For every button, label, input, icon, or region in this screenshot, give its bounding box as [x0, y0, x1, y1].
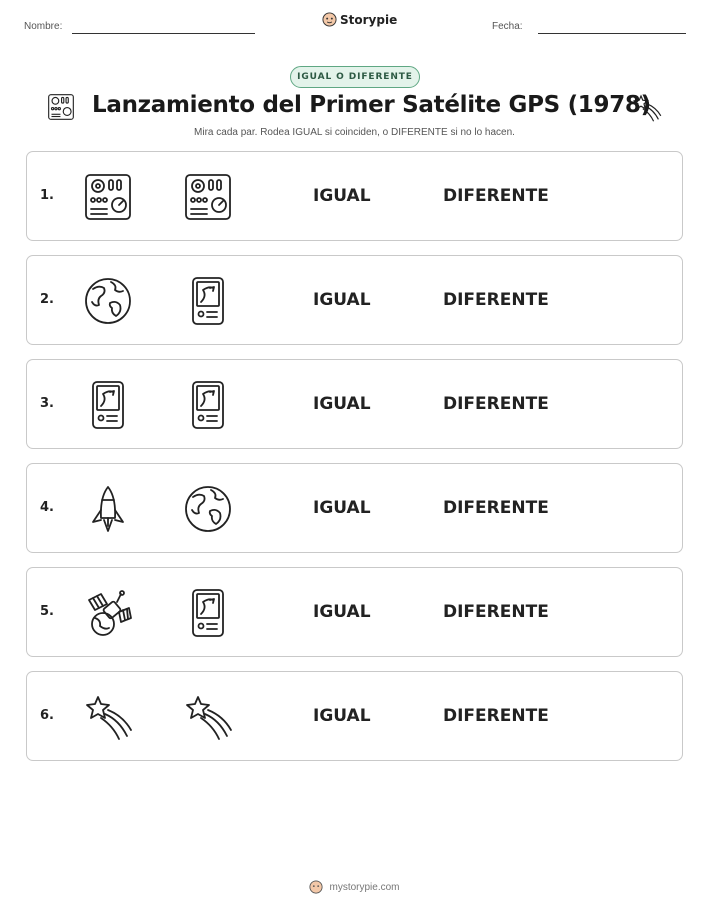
option-same[interactable]: IGUAL: [313, 498, 371, 518]
gps-device-icon: [83, 380, 133, 430]
option-different[interactable]: DIFERENTE: [443, 186, 549, 206]
exercise-row-1: [26, 151, 683, 241]
date-line[interactable]: [538, 33, 686, 34]
page-title: Lanzamiento del Primer Satélite GPS (1978): [92, 92, 651, 118]
left-picture: [83, 484, 133, 534]
right-picture: [183, 172, 233, 222]
control-panel-icon: [47, 93, 75, 121]
option-different[interactable]: DIFERENTE: [443, 706, 549, 726]
brand-logo: [322, 12, 397, 27]
left-picture: [83, 172, 133, 222]
date-label: Fecha:: [492, 21, 523, 32]
mascot-icon: [309, 880, 323, 894]
globe-icon: [183, 484, 233, 534]
gps-device-icon: [183, 276, 233, 326]
option-same[interactable]: IGUAL: [313, 602, 371, 622]
exercise-row-6: [26, 671, 683, 761]
footer-url[interactable]: mystorypie.com: [329, 881, 400, 893]
right-picture: [183, 692, 233, 742]
satellite-icon: [83, 588, 133, 638]
shooting-star-icon: [183, 692, 233, 742]
gps-device-icon: [183, 380, 233, 430]
left-picture: [83, 692, 133, 742]
shooting-star-icon: [83, 692, 133, 742]
right-picture: [183, 380, 233, 430]
exercise-row-3: [26, 359, 683, 449]
right-picture: [183, 484, 233, 534]
name-label: Nombre:: [24, 21, 63, 32]
name-line[interactable]: [72, 33, 255, 34]
control-panel-icon: [83, 172, 133, 222]
exercise-row-4: [26, 463, 683, 553]
mascot-icon: [322, 12, 337, 27]
left-picture: [83, 380, 133, 430]
left-picture: [83, 276, 133, 326]
row-number: 5.: [40, 604, 54, 619]
row-number: 6.: [40, 708, 54, 723]
option-different[interactable]: DIFERENTE: [443, 498, 549, 518]
rocket-icon: [83, 484, 133, 534]
row-number: 2.: [40, 292, 54, 307]
exercise-row-2: [26, 255, 683, 345]
row-number: 3.: [40, 396, 54, 411]
globe-icon: [83, 276, 133, 326]
exercise-row-5: [26, 567, 683, 657]
left-picture: [83, 588, 133, 638]
option-different[interactable]: DIFERENTE: [443, 394, 549, 414]
row-number: 1.: [40, 188, 54, 203]
instructions: Mira cada par. Rodea IGUAL si coinciden, o DIFERENTE si no lo hacen.: [194, 127, 515, 138]
right-picture: [183, 276, 233, 326]
footer: [0, 880, 709, 894]
option-different[interactable]: DIFERENTE: [443, 290, 549, 310]
option-same[interactable]: IGUAL: [313, 290, 371, 310]
row-number: 4.: [40, 500, 54, 515]
right-picture: [183, 588, 233, 638]
worksheet-type-badge: IGUAL O DIFERENTE: [290, 66, 420, 88]
option-same[interactable]: IGUAL: [313, 706, 371, 726]
brand-name: Storypie: [340, 12, 398, 27]
option-same[interactable]: IGUAL: [313, 186, 371, 206]
option-same[interactable]: IGUAL: [313, 394, 371, 414]
option-different[interactable]: DIFERENTE: [443, 602, 549, 622]
gps-device-icon: [183, 588, 233, 638]
control-panel-icon: [183, 172, 233, 222]
